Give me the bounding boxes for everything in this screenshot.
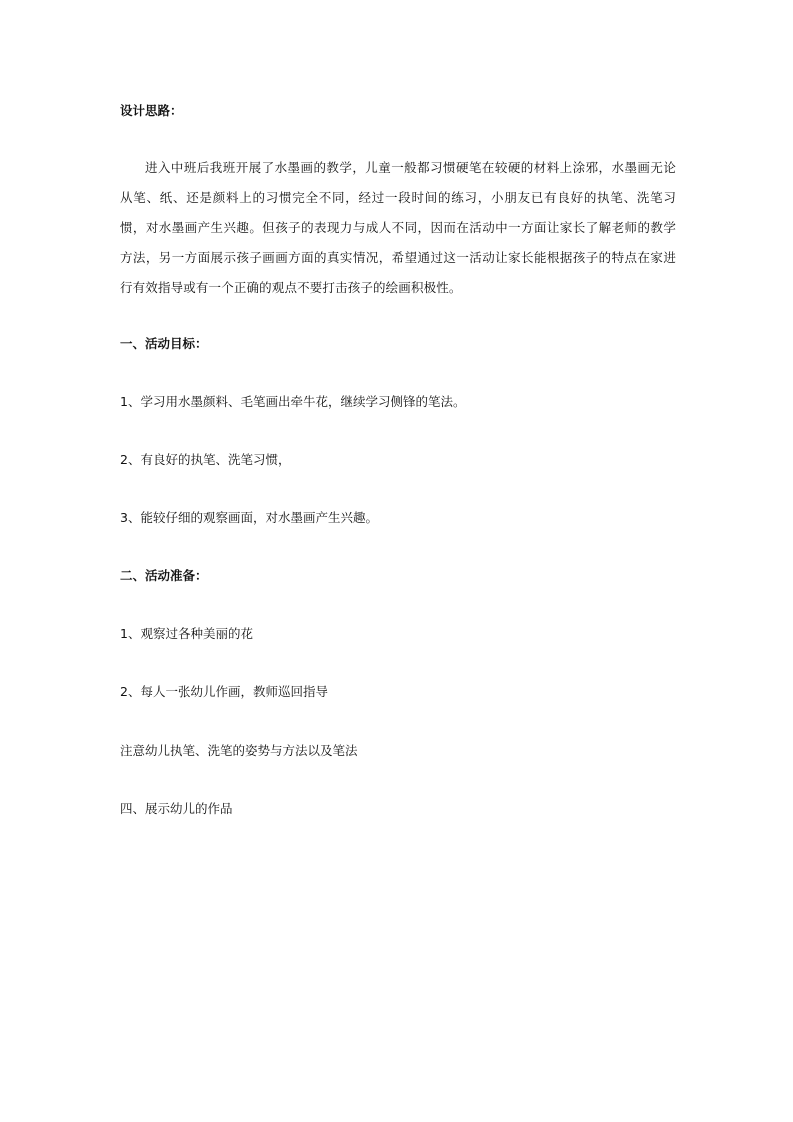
goal-item-1: 1、学习用水墨颜料、毛笔画出牵牛花，继续学习侧锋的笔法。 — [120, 394, 466, 409]
note-line: 注意幼儿执笔、洗笔的姿势与方法以及笔法 — [120, 743, 358, 758]
prep-item-2: 2、每人一张幼儿作画，教师巡回指导 — [120, 684, 328, 699]
goal-item-3: 3、能较仔细的观察画面，对水墨画产生兴趣。 — [120, 510, 378, 525]
design-heading: 设计思路： — [120, 103, 183, 118]
goals-heading: 一、活动目标： — [120, 336, 208, 351]
design-paragraph: 进入中班后我班开展了水墨画的教学，儿童一般都习惯硬笔在较硬的材料上涂邪，水墨画无论从笔、纸、还是颜料上的习惯完全不同，经过一段时间的练习，小朋友已有良好的执笔、洗笔习惯，对水墨画产生兴趣。但孩子的表现力与成人不同，因而在活动中一方面让家长了解老师的教学方法，另一方面展示孩子画画方面的真实情况，希望通过这一活动让家长能根据孩子的特点在家进行有效指导或有一个正确的观点不要打击孩子的绘画积极性。 — [120, 160, 676, 295]
goal-item-2: 2、有良好的执笔、洗笔习惯， — [120, 452, 291, 467]
show-works-line: 四、展示幼儿的作品 — [120, 801, 233, 816]
prep-item-1: 1、观察过各种美丽的花 — [120, 626, 253, 641]
prep-heading: 二、活动准备： — [120, 568, 208, 583]
